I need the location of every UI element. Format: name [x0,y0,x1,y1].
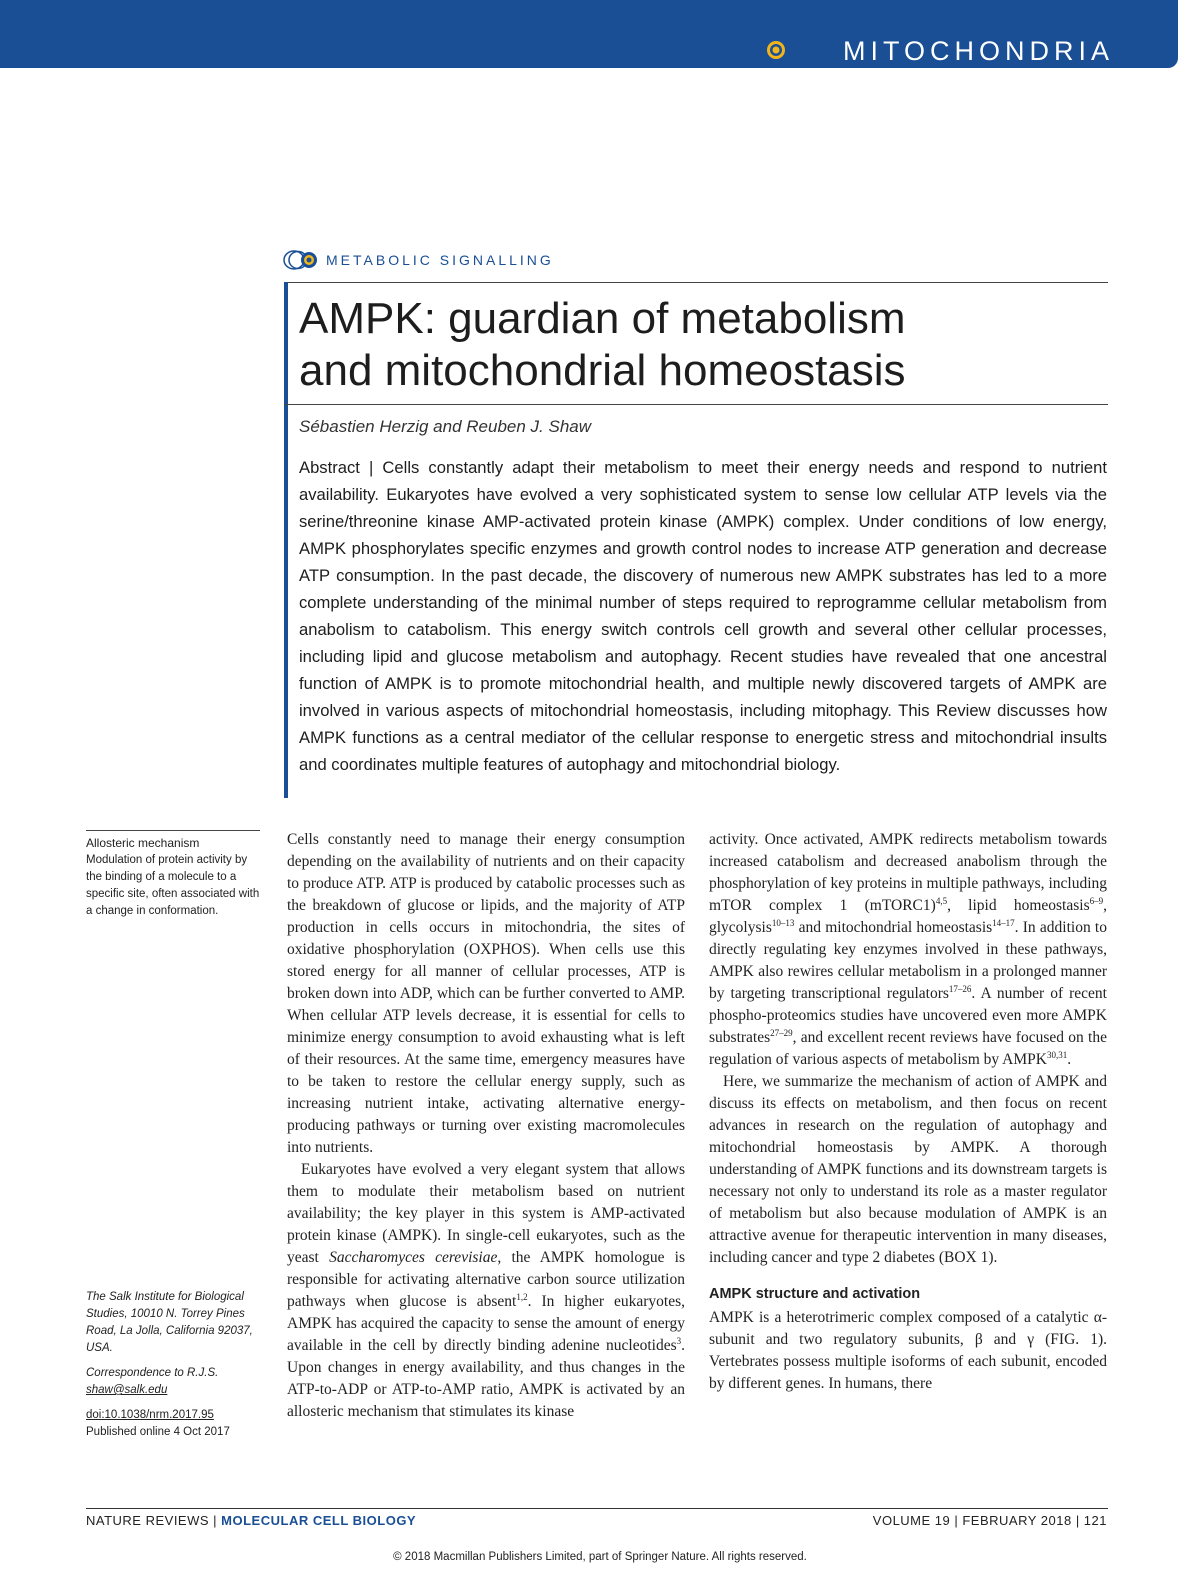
abstract-label: Abstract | [299,458,374,477]
title-line-2: and mitochondrial homeostasis [299,346,906,395]
title-rule-bottom [284,404,1108,405]
species-name: Saccharomyces cerevisiae [329,1249,498,1266]
title-rule-top [284,282,1108,283]
section-text: METABOLIC SIGNALLING [326,252,554,268]
citation[interactable]: 30,31 [1046,1049,1068,1060]
section-label [282,248,554,272]
paragraph: AMPK is a heterotrimeric complex composed of a catalytic α-subunit and two regulatory subunits, β and γ (FIG. 1). Vertebrates possess multiple isoforms of each subunit, encoded by different genes. In humans, there [709,1309,1107,1392]
header-banner [0,0,1178,68]
journal-name [86,1513,416,1528]
title-accent-bar [284,282,288,798]
citation[interactable]: 10–13 [771,917,795,928]
abstract-text: Cells constantly adapt their metabolism to meet their energy needs and respond to nutrient availability. Eukaryotes have evolved a very sophisticated system to sense low cellular ATP levels via the serine/threonine kinase AMP-activated protein kinase (AMPK) complex. Under conditions of low energy, AMPK phosphorylates specific enzymes and growth control nodes to increase ATP generation and decrease ATP consumption. In the past decade, the discovery of numerous new AMPK substrates has led to a more complete understanding of the minimal number of steps required to reprogramme cellular metabolism from anabolism to catabolism. This energy switch controls cell growth and several other cellular processes, including lipid and glucose metabolism and autophagy. Recent studies have revealed that one ancestral function of AMPK is to promote mitochondrial health, and multiple newly discovered targets of AMPK are involved in various aspects of mitochondrial homeostasis, including mitophagy. This Review discusses how AMPK functions as a central mediator of the cellular response to energetic stress and mitochondrial insults and coordinates multiple features of autophagy and mitochondrial biology. [299,458,1107,774]
citation[interactable]: 17–26 [948,983,972,994]
section-heading: AMPK structure and activation [709,1286,921,1302]
citation[interactable]: 3 [676,1335,682,1346]
citation[interactable]: 14–17 [992,917,1015,928]
paragraph: Here, we summarize the mechanism of action of AMPK and discuss its effects on metabolism, and then focus on recent advances in research on the regulation of autophagy and mitochondrial homeostasis by AMPK. A thorough understanding of AMPK functions and its downstream targets is necessary not only to understand its role as a master regulator of metabolism but also because modulation of AMPK is an attractive avenue for therapeutic intervention in many diseases, including cancer and type 2 diabetes (BOX 1). [709,1073,1107,1266]
citation[interactable]: 27–29 [770,1027,793,1038]
published-date: Published online 4 Oct 2017 [86,1426,230,1438]
email-link[interactable]: shaw@salk.edu [86,1384,168,1396]
metabolic-signalling-icon [282,249,318,271]
definition-box [86,830,260,920]
body-column-1 [287,829,685,1423]
issue-info: VOLUME 19 | FEBRUARY 2018 | 121 [872,1513,1107,1528]
abstract [299,454,1107,778]
copyright: © 2018 Macmillan Publishers Limited, part of Springer Nature. All rights reserved. [393,1551,807,1563]
footer-rule [86,1508,1108,1509]
correspondence: Correspondence to R.J.S. [86,1367,219,1379]
body-column-2 [709,829,1107,1395]
mitochondria-logo-icon [766,40,786,60]
authors: Sébastien Herzig and Reuben J. Shaw [299,417,592,436]
citation[interactable]: 1,2 [516,1291,528,1302]
paragraph: Cells constantly need to manage their energy consumption depending on the availability of nutrients and on their capacity to produce ATP. ATP is produced by catabolic processes such as the breakdown of glucose or lipids, and the majority of ATP production in cells occurs in mitochondria, the sites of oxidative phosphorylation (OXPHOS). When cells use this stored energy for all manner of cellular processes, ATP is broken down into ADP, which can be further converted to AMP. When cellular ATP levels decrease, it is essential for cells to minimize energy consumption to avoid exhausting what is left of their resources. At the same time, emergency measures have to be taken to restore the cellular energy supply, such as increasing nutrient intake, activating alternative energy-producing pathways or turning over existing macromolecules into nutrients. [287,831,685,1156]
affiliation: The Salk Institute for Biological Studies, 10010 N. Torrey Pines Road, La Jolla, California 92037, USA. [86,1291,253,1354]
banner-title: MITOCHONDRIA [842,36,1114,66]
doi-link[interactable]: doi:10.1038/nrm.2017.95 [86,1409,214,1421]
journal-title: MOLECULAR CELL BIOLOGY [221,1513,417,1528]
paragraph: activity. Once activated, AMPK redirects metabolism towards increased catabolism and decreased anabolism through the phosphorylation of key proteins in multiple pathways, including mTOR complex 1 (mTORC1)$^{4,5}$, lipid homeostasis$^{6-9}$, glycolysis$^{10-13}$ and mitochondrial homeostasis$^{14-17}$. In addition to directly regulating key enzymes involved in these pathways, AMPK also rewires cellular metabolism in a prolonged manner by targeting transcriptional regulators$^{17-26}$. A number of recent phospho-proteomics studies have uncovered even more AMPK substrates$^{27-29}$, and excellent recent reviews have focused on the regulation of various aspects of metabolism by AMPK$^{30,31}$. [709,831,1107,1068]
definition-text: Modulation of protein activity by the binding of a molecule to a specific site, often associated with a change in conformation. [86,854,260,917]
paragraph: Eukaryotes have evolved a very elegant system that allows them to modulate their metabolism based on nutrient availability; the key player in this system is AMP-activated protein kinase (AMPK). In single-cell eukaryotes, such as the yeast Saccharomyces cerevisiae, the AMPK homologue is responsible for activating alternative carbon source utilization pathways when glucose is absent$^{1,2}$. In higher eukaryotes, AMPK has acquired the capacity to sense the amount of energy available in the cell by directly binding adenine nucleotides$^3$. Upon changes in energy availability, and thus changes in the ATP-to-ADP or ATP-to-AMP ratio, AMPK is activated by an allosteric mechanism that stimulates its kinase [287,1161,685,1420]
article-title [299,293,1099,397]
citation[interactable]: 6–9 [1089,895,1104,906]
definition-term: Allosteric mechanism [86,836,200,850]
citation[interactable]: 4,5 [935,895,948,906]
journal-prefix: NATURE REVIEWS | [86,1513,218,1528]
definition-rule [86,830,260,831]
title-line-1: AMPK: guardian of metabolism [299,294,906,343]
affiliation-block [86,1289,266,1441]
